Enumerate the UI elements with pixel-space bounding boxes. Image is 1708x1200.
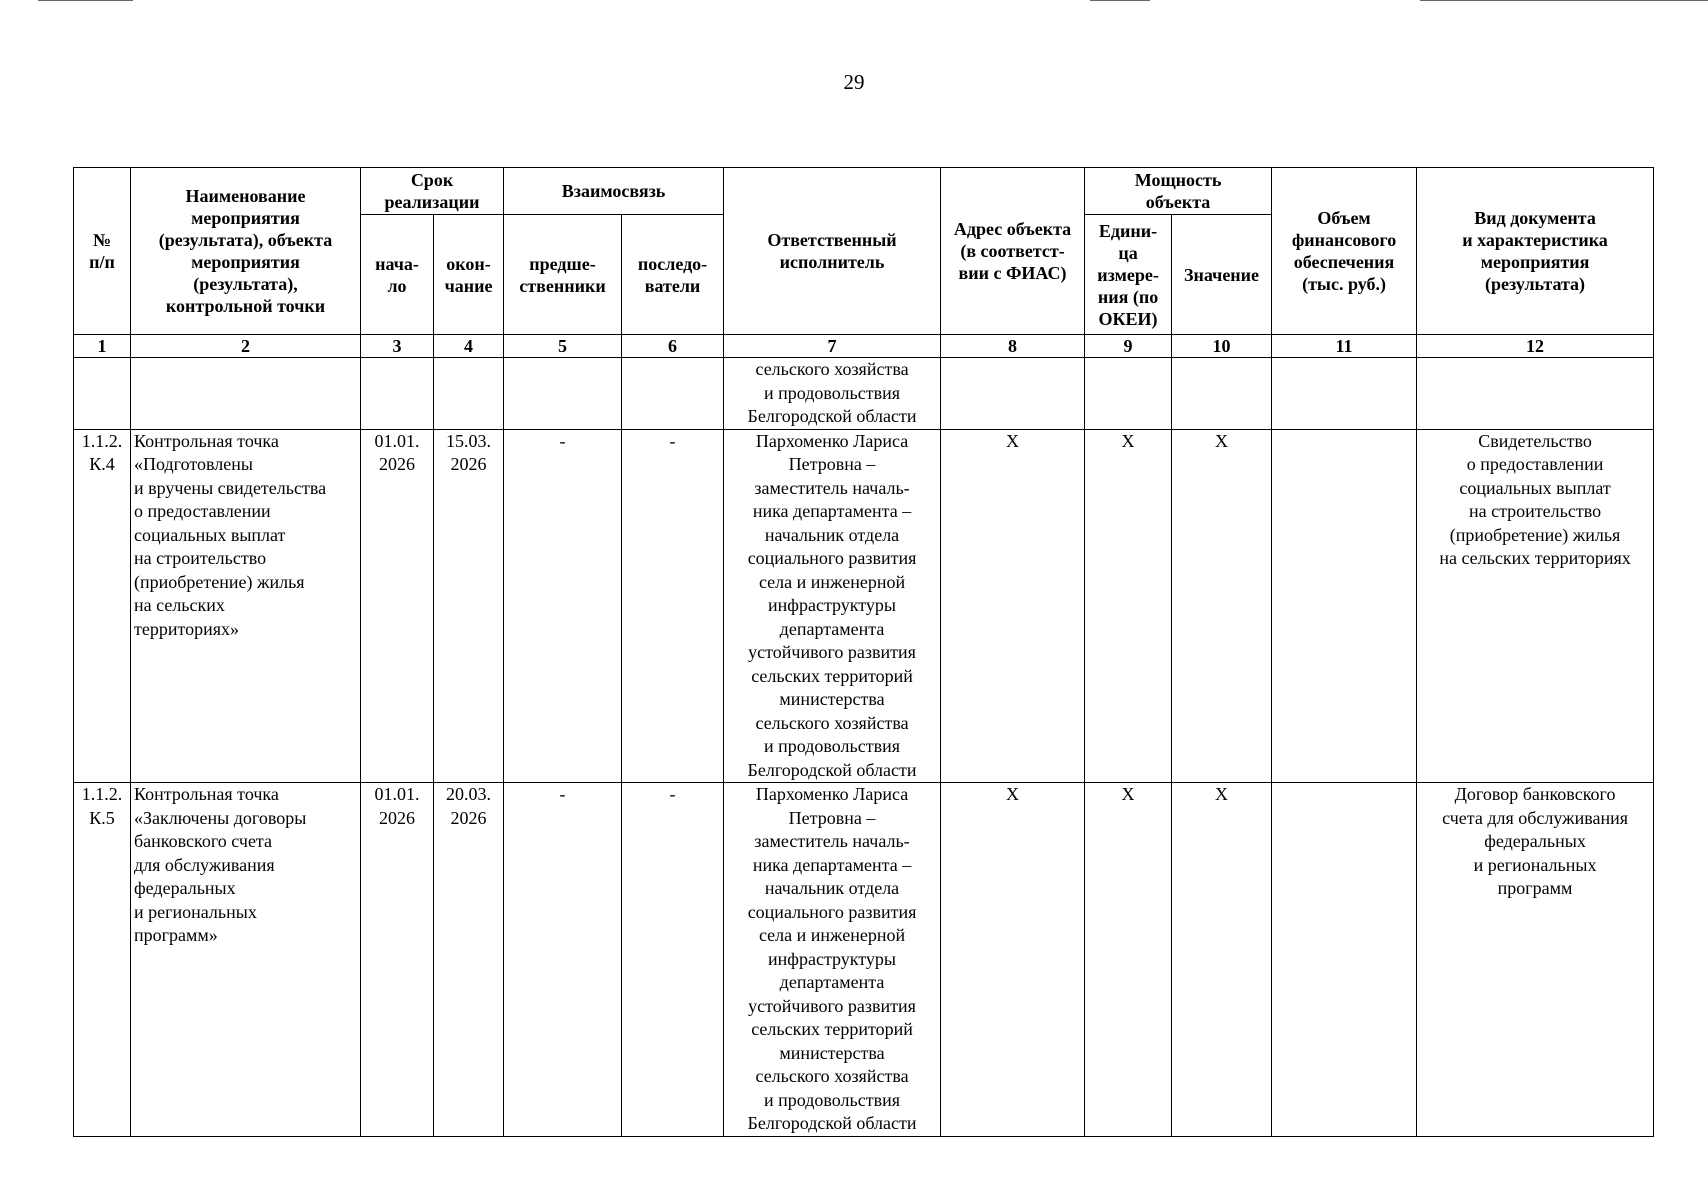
cell-num (74, 358, 131, 430)
cell-start: 01.01. 2026 (361, 429, 434, 783)
header-capacity-unit: Едини- ца измере- ния (по ОКЕИ) (1085, 215, 1172, 335)
cell-executor: Пархоменко Лариса Петровна – заместитель началь- ника департамента – начальник отдела социального развития села и инженерной инфраструктуры департамента устойчивого развития сельских территорий министерства сельского хозяйства и продовольствия Белгородской области (724, 783, 941, 1137)
cell-unit (1085, 358, 1172, 430)
activities-table (73, 167, 1654, 1137)
cell-value (1172, 358, 1272, 430)
column-number: 8 (941, 335, 1085, 358)
cell-executor: Пархоменко Лариса Петровна – заместитель началь- ника департамента – начальник отдела социального развития села и инженерной инфраструктуры департамента устойчивого развития сельских территорий министерства сельского хозяйства и продовольствия Белгородской области (724, 429, 941, 783)
header-address: Адрес объекта (в соответст- вии с ФИАС) (941, 168, 1085, 335)
cell-address: Х (941, 429, 1085, 783)
cell-next: - (622, 783, 724, 1137)
column-number: 10 (1172, 335, 1272, 358)
table-row (74, 783, 1654, 1137)
scan-edge-line-right (1420, 0, 1708, 1)
column-number: 3 (361, 335, 434, 358)
header-capacity-value: Значение (1172, 215, 1272, 335)
column-number: 5 (504, 335, 622, 358)
header-term: Срок реализации (361, 168, 504, 215)
cell-value: Х (1172, 783, 1272, 1137)
cell-name (131, 358, 361, 430)
column-number-row (74, 335, 1654, 358)
scan-edge-line-left (38, 0, 133, 1)
cell-value: Х (1172, 429, 1272, 783)
cell-name: Контрольная точка «Подготовлены и вручены свидетельства о предоставлении социальных выплат на строительство (приобретение) жилья на сельских территориях» (131, 429, 361, 783)
header-link: Взаимосвязь (504, 168, 724, 215)
cell-doc: Договор банковского счета для обслуживания федеральных и региональных программ (1417, 783, 1654, 1137)
cell-end: 15.03. 2026 (434, 429, 504, 783)
header-doc: Вид документа и характеристика мероприятия (результата) (1417, 168, 1654, 335)
cell-doc: Свидетельство о предоставлении социальных выплат на строительство (приобретение) жилья на сельских территориях (1417, 429, 1654, 783)
cell-prev: - (504, 429, 622, 783)
header-link-next: последо- ватели (622, 215, 724, 335)
table-row (74, 429, 1654, 783)
cell-finance (1272, 429, 1417, 783)
cell-next (622, 358, 724, 430)
cell-address (941, 358, 1085, 430)
cell-start: 01.01. 2026 (361, 783, 434, 1137)
table-row (74, 358, 1654, 430)
header-term-start: нача- ло (361, 215, 434, 335)
column-number: 2 (131, 335, 361, 358)
cell-prev (504, 358, 622, 430)
header-name: Наименование мероприятия (результата), объекта мероприятия (результата), контрольной точки (131, 168, 361, 335)
cell-next: - (622, 429, 724, 783)
cell-name: Контрольная точка «Заключены договоры банковского счета для обслуживания федеральных и региональных программ» (131, 783, 361, 1137)
header-finance: Объем финансового обеспечения (тыс. руб.) (1272, 168, 1417, 335)
header-term-end: окон- чание (434, 215, 504, 335)
cell-num: 1.1.2. К.5 (74, 783, 131, 1137)
column-number: 9 (1085, 335, 1172, 358)
header-link-prev: предше- ственники (504, 215, 622, 335)
cell-finance (1272, 783, 1417, 1137)
header-capacity: Мощность объекта (1085, 168, 1272, 215)
cell-prev: - (504, 783, 622, 1137)
header-num: № п/п (74, 168, 131, 335)
column-number: 1 (74, 335, 131, 358)
cell-unit: Х (1085, 429, 1172, 783)
cell-start (361, 358, 434, 430)
cell-address: Х (941, 783, 1085, 1137)
cell-executor: сельского хозяйства и продовольствия Белгородской области (724, 358, 941, 430)
cell-end: 20.03. 2026 (434, 783, 504, 1137)
column-number: 4 (434, 335, 504, 358)
column-number: 6 (622, 335, 724, 358)
scan-edge-line-middle (1090, 0, 1150, 1)
cell-end (434, 358, 504, 430)
cell-doc (1417, 358, 1654, 430)
page-number: 29 (843, 70, 865, 94)
cell-num: 1.1.2. К.4 (74, 429, 131, 783)
cell-finance (1272, 358, 1417, 430)
column-number: 7 (724, 335, 941, 358)
column-number: 12 (1417, 335, 1654, 358)
cell-unit: Х (1085, 783, 1172, 1137)
column-number: 11 (1272, 335, 1417, 358)
header-executor: Ответственный исполнитель (724, 168, 941, 335)
